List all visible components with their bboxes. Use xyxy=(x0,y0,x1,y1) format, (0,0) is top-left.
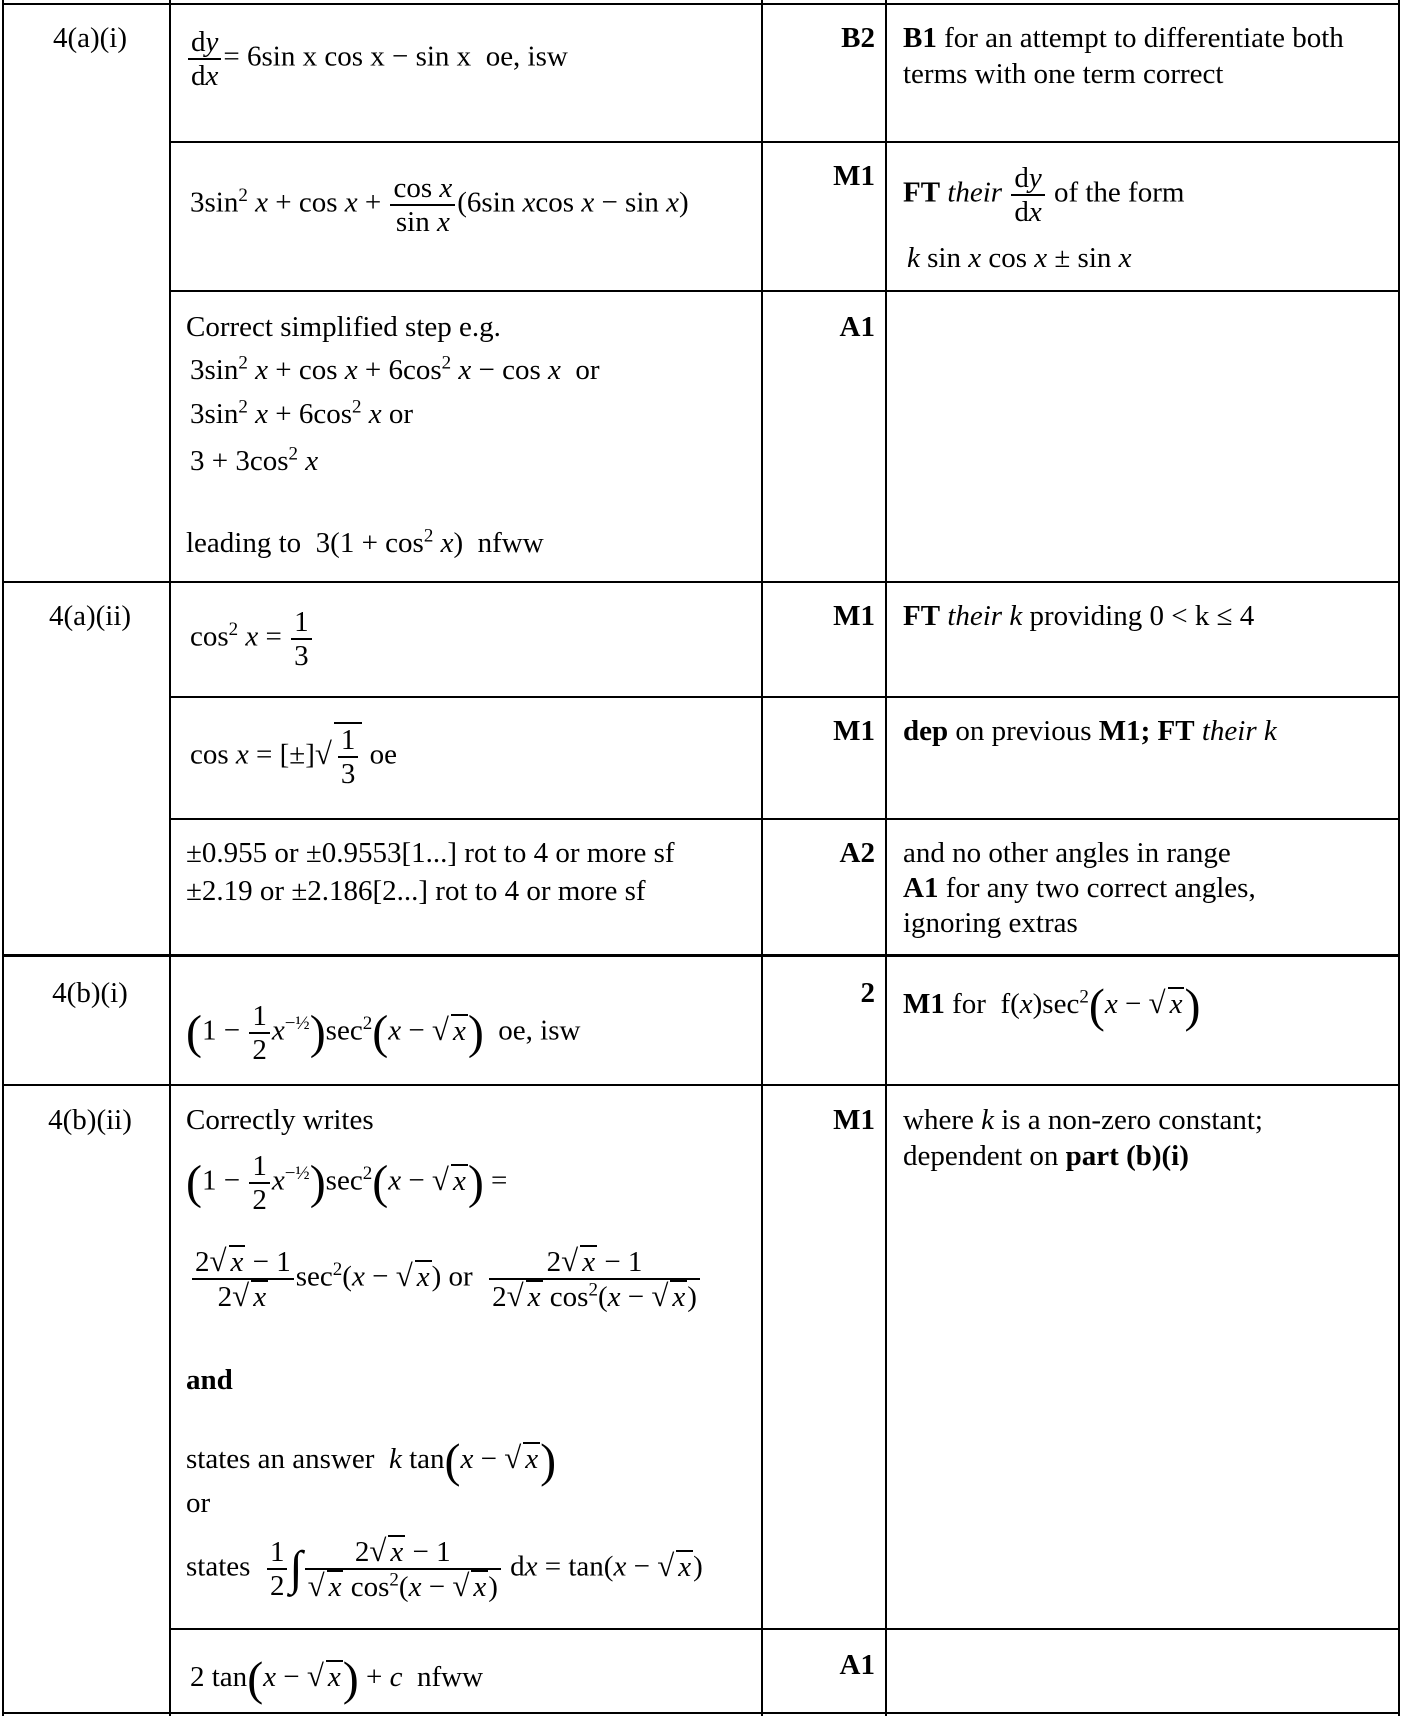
guidance-line: k sin x cos x ± sin x xyxy=(907,242,1132,274)
row-divider xyxy=(169,696,1400,698)
answer-line: $3 + 3\cos^2$ x xyxy=(190,443,319,477)
guidance-text xyxy=(903,598,1254,634)
answer-line: (1 − $\frac{1}{2}$ $x^{-\frac{1}{2}})\sec^2(x$ − √ x) = xyxy=(186,1150,508,1216)
answer-equation: $\cos^2 x$ = $\frac{1}{3}$ xyxy=(190,606,314,672)
table-border-bottom xyxy=(2,1712,1400,1714)
guidance-bold: M1 xyxy=(903,988,945,1020)
guidance-italic: their xyxy=(947,176,1003,209)
answer-connector: and xyxy=(186,1364,233,1396)
table-border-left xyxy=(2,0,4,1716)
guidance-line: on previous xyxy=(955,715,1092,747)
row-divider xyxy=(2,581,1400,583)
guidance-line: for any two correct angles, xyxy=(945,872,1256,904)
answer-final: 2 tan(x − √ x) + c nfww xyxy=(190,1652,484,1706)
mark-code: M1 xyxy=(833,600,875,632)
question-number: 4(b)(i) xyxy=(52,977,128,1009)
guidance-bold: A1 xyxy=(903,872,939,904)
guidance-bold: FT xyxy=(903,176,941,209)
answer-note: oe, isw xyxy=(498,1014,581,1047)
guidance-line: dependent on xyxy=(903,1140,1059,1172)
answer-line: states $\frac{1}{2}$ ∫ $\frac{2√ x - 1}{√ x \cos^2(x - √ x)}$ dx = tan(x − √ x) xyxy=(186,1533,703,1603)
row-divider xyxy=(169,1628,1400,1630)
answer-derivative: (1 − $\frac{1}{2}$ $x^{-\frac{1}{2}})\sec^2(x$ − √ x) oe, isw xyxy=(186,1000,581,1066)
guidance-bold: FT xyxy=(903,600,941,632)
answer-equation: cos x = [±]√ $\frac{1}{3}$ oe xyxy=(190,724,398,790)
guidance-bold: M1; FT xyxy=(1098,715,1195,747)
mark-code: M1 xyxy=(833,160,875,192)
answer-line: $3\sin^2$ $x + \cos x + 6\cos^2$ x − cos x or xyxy=(190,352,600,386)
answer-note: oe, isw xyxy=(485,40,568,73)
mark-code: A1 xyxy=(839,1649,875,1681)
answer-line: ±0.955 or ±0.9553[1...] rot to 4 or more sf xyxy=(186,837,675,869)
guidance-line: and no other angles in range xyxy=(903,837,1231,869)
row-divider xyxy=(169,290,1400,292)
guidance-text: M1 for $f(x)\sec^2(x$ − √ x) xyxy=(903,979,1201,1033)
answer-text: states an answer xyxy=(186,1443,375,1475)
guidance-text xyxy=(903,1138,1189,1174)
guidance-line: terms with one term correct xyxy=(903,58,1224,90)
guidance-line: for an attempt to differentiate both xyxy=(944,22,1344,54)
guidance-bold: B1 xyxy=(903,22,937,54)
mark-code: A2 xyxy=(839,837,875,869)
answer-line: ±2.19 or ±2.186[2...] rot to 4 or more sf xyxy=(186,875,646,907)
answer-line: Correctly writes xyxy=(186,1104,374,1136)
answer-line: Correct simplified step e.g. xyxy=(186,311,501,343)
column-divider-question xyxy=(169,0,171,1716)
mark-code: B2 xyxy=(841,22,875,54)
answer-text: states xyxy=(186,1550,251,1583)
answer-derivative: $\frac{dy}{dx}$ = 6sin x cos x − sin x oe, isw xyxy=(186,26,568,92)
row-divider xyxy=(2,1084,1400,1086)
question-number: 4(b)(ii) xyxy=(48,1104,132,1136)
guidance-text xyxy=(903,713,1277,749)
column-divider-marks xyxy=(885,0,887,1716)
answer-line: leading to $3(1 + \cos^2 x)$ nfww xyxy=(186,525,544,559)
guidance-line: is a non-zero constant; xyxy=(1001,1104,1263,1136)
answer-derivative-rhs: = 6sin x cos x − sin x xyxy=(223,40,472,73)
mark-code: M1 xyxy=(833,715,875,747)
guidance-italic: their k xyxy=(947,600,1023,632)
mark-code: M1 xyxy=(833,1104,875,1136)
guidance-text xyxy=(903,20,1344,56)
guidance-line: providing 0 < k ≤ 4 xyxy=(1029,600,1255,632)
answer-line: $3\sin^2$ $x + 6\cos^2$ x or xyxy=(190,396,414,430)
guidance-text xyxy=(903,1102,1263,1138)
mark-code: A1 xyxy=(839,311,875,343)
question-number: 4(a)(i) xyxy=(52,22,128,54)
guidance-italic: k xyxy=(981,1104,994,1136)
row-divider xyxy=(2,3,1400,5)
answer-line: states an answer k tan(x − √ x) xyxy=(186,1434,557,1488)
guidance-line: of the form xyxy=(1053,176,1185,209)
question-number: 4(a)(ii) xyxy=(48,600,132,632)
guidance-italic: their k xyxy=(1201,715,1277,747)
row-divider xyxy=(169,141,1400,143)
row-divider xyxy=(169,818,1400,820)
guidance-bold: dep xyxy=(903,715,949,747)
guidance-line: ignoring extras xyxy=(903,907,1078,939)
mark-code: 2 xyxy=(860,977,875,1009)
row-divider-thick xyxy=(2,954,1400,957)
column-divider-answer xyxy=(761,0,763,1716)
answer-substitution: $3\sin^2$ x + cos x + $\frac{\text{cos x}}{\text{sin x}}$ (6sin xcos x − sin x) xyxy=(190,172,689,238)
guidance-text xyxy=(903,870,1256,906)
guidance-word: where xyxy=(903,1104,974,1136)
guidance-bold: part (b)(i) xyxy=(1065,1140,1189,1172)
answer-line: $\frac{2√ x - 1}{2√ x}$ $\sec^2(x$ − √ x) or $\frac{2√ x - 1}{2√ x \cos^2(x - √ x)}$ xyxy=(190,1245,702,1313)
table-border-right xyxy=(1398,0,1400,1716)
guidance-text: FT their $\frac{dy}{dx}$ of the form xyxy=(903,162,1185,228)
answer-connector: or xyxy=(186,1487,211,1519)
